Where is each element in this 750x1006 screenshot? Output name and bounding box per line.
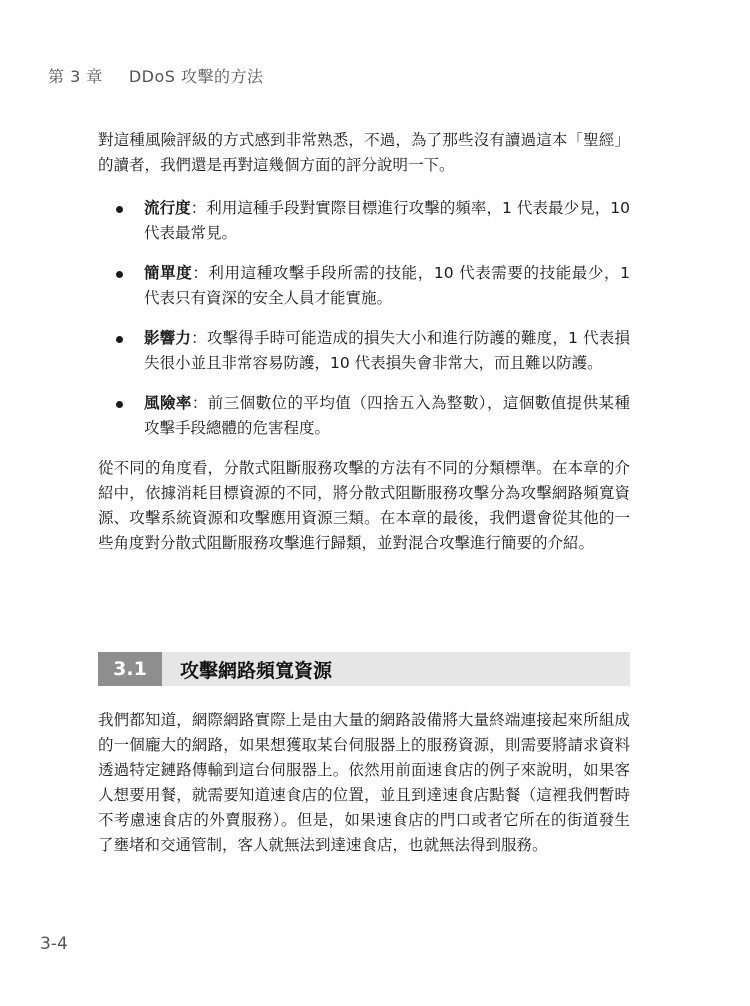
bullet-icon — [116, 271, 123, 278]
list-item-text: ：前三個數位的平均值（四捨五入為整數），這個數值提供某種攻擊手段總體的危害程度。 — [144, 394, 630, 437]
classification-paragraph: 從不同的角度看，分散式阻斷服務攻擊的方法有不同的分類標準。在本章的介紹中，依據消耗目標資源的不同，將分散式阻斷服務攻擊分為攻擊網路頻寬資源、攻擊系統資源和攻擊應用資源三類。在本章的最後，我們還會從其他的一些角度對分散式阻斷服務攻擊進行歸類，並對混合攻擊進行簡要的介紹。 — [98, 459, 630, 552]
list-item-text: ：利用這種手段對實際目標進行攻擊的頻率，1 代表最少見，10 代表最常見。 — [144, 199, 630, 242]
list-item-text: ：利用這種攻擊手段所需的技能，10 代表需要的技能最少，1 代表只有資深的安全人員才能實施。 — [144, 264, 630, 307]
running-header — [48, 64, 264, 87]
list-item-term: 簡單度 — [144, 264, 193, 282]
rating-criteria-list — [98, 196, 630, 441]
section-heading — [98, 652, 630, 686]
bullet-icon — [116, 206, 123, 213]
list-item-term: 流行度 — [144, 199, 191, 217]
list-item-term: 風險率 — [144, 394, 192, 412]
chapter-title: DDoS 攻擊的方法 — [128, 67, 264, 86]
page-number: 3-4 — [40, 934, 68, 954]
intro-paragraph: 對這種風險評級的方式感到非常熟悉，不過，為了那些沒有讀過這本「聖經」的讀者，我們還是再對這幾個方面的評分說明一下。 — [98, 131, 630, 174]
bullet-icon — [116, 336, 123, 343]
section-title: 攻擊網路頻寬資源 — [180, 659, 333, 682]
main-content — [98, 128, 630, 556]
list-item — [98, 196, 630, 246]
list-item-text: ：攻擊得手時可能造成的損失大小和進行防護的難度，1 代表損失很小並且非常容易防護，10 代表損失會非常大，而且難以防護。 — [144, 329, 630, 372]
list-item — [98, 326, 630, 376]
list-item — [98, 261, 630, 311]
bullet-icon — [116, 401, 123, 408]
section-number: 3.1 — [98, 652, 162, 686]
list-item-term: 影響力 — [144, 329, 192, 347]
section-body-paragraph: 我們都知道，網際網路實際上是由大量的網路設備將大量終端連接起來所組成的一個龐大的網路，如果想獲取某台伺服器上的服務資源，則需要將請求資料透過特定鏈路傳輸到這台伺服器上。依然用前面速食店的例子來說明，如果客人想要用餐，就需要知道速食店的位置，並且到達速食店點餐（這裡我們暫時不考慮速食店的外賣服務）。但是，如果速食店的門口或者它所在的街道發生了壅堵和交通管制，客人就無法到達速食店，也就無法得到服務。 — [98, 711, 630, 854]
list-item — [98, 391, 630, 441]
chapter-label: 第 3 章 — [48, 67, 103, 86]
